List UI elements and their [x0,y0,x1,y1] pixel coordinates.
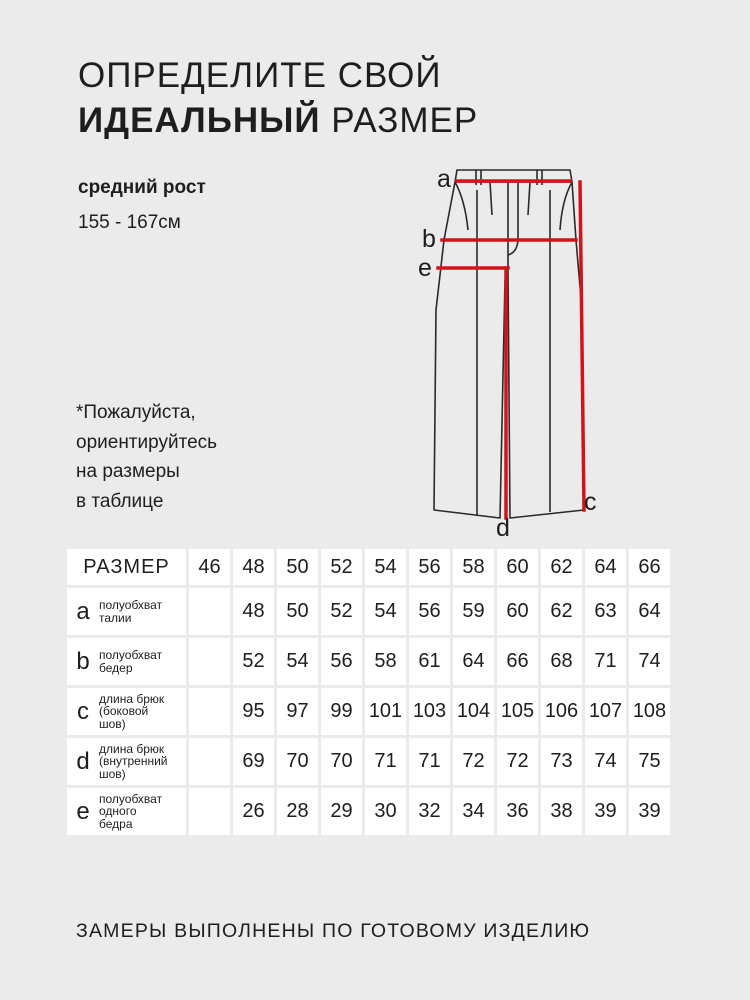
table-cell: 71 [365,738,406,785]
size-header-row [67,549,670,585]
table-cell: 101 [365,688,406,735]
size-header-cell: 46 [189,549,230,585]
table-cell: 56 [409,588,450,635]
table-cell: 105 [497,688,538,735]
row-label [67,598,186,626]
label-d: d [496,514,510,540]
note-text: *Пожалуйста, ориентируйтесь на размеры в таблице [76,402,218,512]
table-cell [189,638,230,685]
size-header-cell: 48 [233,549,274,585]
table-cell: 71 [585,638,626,685]
table-row [67,788,670,835]
height-range: 155 - 167см [78,212,181,233]
table-cell [189,588,230,635]
fly-line [508,182,518,270]
table-cell: 62 [541,588,582,635]
table-cell: 36 [497,788,538,835]
table-cell: 106 [541,688,582,735]
table-cell: 66 [497,638,538,685]
size-header-cell: 58 [453,549,494,585]
row-label [67,743,186,781]
table-cell: 73 [541,738,582,785]
measure-c-line [580,182,584,510]
dart-left [490,182,492,215]
size-header-label: РАЗМЕР [67,549,186,585]
row-label [67,793,186,831]
trousers-diagram [410,160,620,540]
row-description: полуобхват одного бедра [99,791,163,831]
table-cell: 29 [321,788,362,835]
table-cell: 50 [277,588,318,635]
table-cell: 107 [585,688,626,735]
page-title-line-1: ОПРЕДЕЛИТЕ СВОЙ [78,56,442,95]
table-cell: 68 [541,638,582,685]
row-label-cell [67,788,186,835]
table-cell: 72 [497,738,538,785]
table-cell: 28 [277,788,318,835]
table-row [67,738,670,785]
table-cell: 34 [453,788,494,835]
table-cell: 64 [453,638,494,685]
size-header-cell: 66 [629,549,670,585]
table-cell: 99 [321,688,362,735]
table-cell: 64 [629,588,670,635]
table-cell: 74 [585,738,626,785]
table-row [67,688,670,735]
table-cell: 75 [629,738,670,785]
table-cell: 103 [409,688,450,735]
row-description: длина брюк (внутренний шов) [99,741,168,781]
size-header-cell: 64 [585,549,626,585]
row-letter: b [76,647,90,675]
size-header-cell: 52 [321,549,362,585]
table-row [67,588,670,635]
label-c: c [584,488,597,516]
table-cell: 72 [453,738,494,785]
row-label-cell [67,638,186,685]
row-letter: a [76,597,90,625]
size-header-cell: 50 [277,549,318,585]
table-cell: 26 [233,788,274,835]
table-cell: 74 [629,638,670,685]
table-cell: 32 [409,788,450,835]
table-cell: 38 [541,788,582,835]
size-table [64,546,673,838]
size-header-cell: 54 [365,549,406,585]
label-b: b [422,225,436,253]
table-cell: 69 [233,738,274,785]
table-cell [189,738,230,785]
footer-note: ЗАМЕРЫ ВЫПОЛНЕНЫ ПО ГОТОВОМУ ИЗДЕЛИЮ [76,920,591,942]
row-label [67,693,186,731]
table-cell: 58 [365,638,406,685]
table-cell: 95 [233,688,274,735]
page-title-line-2 [78,103,478,138]
measure-lines [438,181,584,518]
row-letter: d [76,747,90,775]
table-row [67,638,670,685]
pocket-right [560,182,572,230]
table-cell: 56 [321,638,362,685]
pocket-left [455,182,468,230]
row-label-cell [67,588,186,635]
trousers-drawing [434,170,584,518]
table-cell: 70 [321,738,362,785]
table-cell: 39 [585,788,626,835]
table-cell: 60 [497,588,538,635]
trousers-outline [434,170,584,518]
row-label [67,648,186,676]
page-title-bold: ИДЕАЛЬНЫЙ [78,101,321,140]
size-header-cell: 60 [497,549,538,585]
row-label-cell [67,688,186,735]
table-cell: 63 [585,588,626,635]
table-cell: 52 [233,638,274,685]
height-label: средний рост [78,177,206,198]
row-letter: c [77,697,89,725]
page-title-rest: РАЗМЕР [320,101,479,140]
dart-right [528,182,530,215]
table-cell [189,788,230,835]
table-cell: 61 [409,638,450,685]
table-cell: 52 [321,588,362,635]
table-cell: 59 [453,588,494,635]
table-cell: 104 [453,688,494,735]
row-description: полуобхват талии [99,598,163,625]
row-description: полуобхват бедер [99,648,163,675]
label-e: e [418,254,432,282]
row-letter: e [76,797,90,825]
table-cell: 97 [277,688,318,735]
table-cell: 30 [365,788,406,835]
table-cell: 71 [409,738,450,785]
table-cell: 54 [365,588,406,635]
table-cell: 54 [277,638,318,685]
table-cell: 70 [277,738,318,785]
size-header-cell: 62 [541,549,582,585]
table-cell: 39 [629,788,670,835]
table-cell: 48 [233,588,274,635]
size-header-cell: 56 [409,549,450,585]
table-cell [189,688,230,735]
label-a: a [437,165,451,193]
row-label-cell [67,738,186,785]
row-description: длина брюк (боковой шов) [99,691,165,731]
table-cell: 108 [629,688,670,735]
